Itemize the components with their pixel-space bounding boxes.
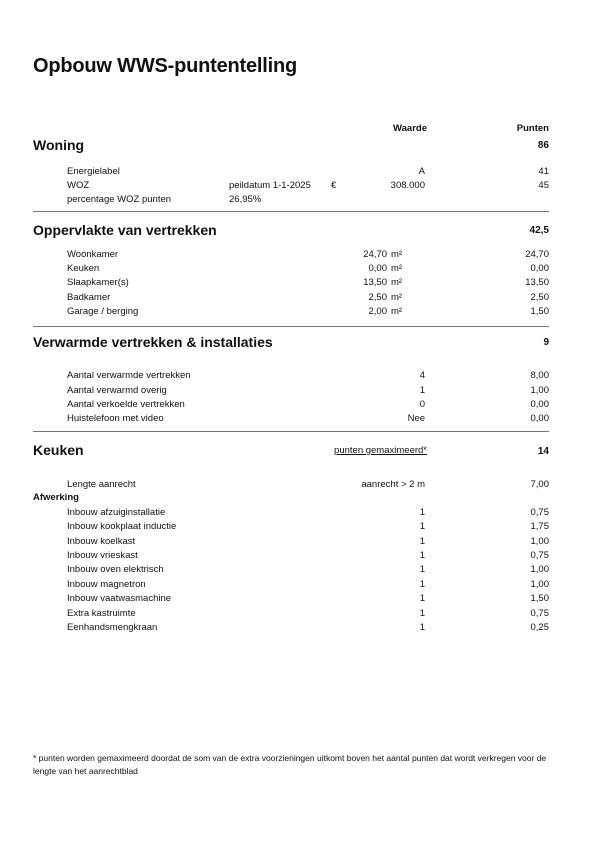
- row-label: Inbouw afzuiginstallatie: [67, 507, 166, 518]
- row-label: WOZ: [67, 180, 90, 191]
- row-unit: m²: [391, 263, 403, 274]
- row-unit: m²: [391, 249, 403, 260]
- row-label: Woonkamer: [67, 249, 119, 260]
- section-title-oppervlakte: Oppervlakte van vertrekken: [33, 222, 217, 238]
- row-value: 0,00: [368, 263, 387, 274]
- subheading-afwerking: Afwerking: [33, 492, 79, 503]
- row-label: Aantal verwarmd overig: [67, 385, 167, 396]
- row-value: 4: [419, 370, 425, 381]
- row-value: 1: [419, 536, 425, 547]
- row-points: 1,00: [530, 564, 549, 575]
- row-value: 1: [419, 521, 425, 532]
- row-value: 1: [419, 385, 425, 396]
- row-value: 2,50: [368, 292, 387, 303]
- row-value: Nee: [407, 413, 425, 424]
- row-value: 1: [419, 622, 425, 633]
- row-points: 2,50: [530, 292, 549, 303]
- row-value: aanrecht > 2 m: [361, 479, 425, 490]
- row-value: 1: [419, 564, 425, 575]
- row-points: 0,00: [530, 413, 549, 424]
- footnote: * punten worden gemaximeerd doordat de som van de extra voorzieningen uitkomt boven het aantal punten dat wordt verkregen voor de lengte van het aanrechtblad: [33, 753, 547, 776]
- row-value: 1: [419, 579, 425, 590]
- row-label: Inbouw vaatwasmachine: [67, 593, 172, 604]
- row-label: Inbouw oven elektrisch: [67, 564, 164, 575]
- woz-percentage: 26,95%: [229, 194, 262, 205]
- row-value: 1: [419, 608, 425, 619]
- row-value: 1: [419, 550, 425, 561]
- row-label: Inbouw vrieskast: [67, 550, 138, 561]
- row-unit: m²: [391, 277, 403, 288]
- row-label: Badkamer: [67, 292, 111, 303]
- row-points: 1,75: [530, 521, 549, 532]
- row-points: 13,50: [525, 277, 549, 288]
- row-unit: m²: [391, 306, 403, 317]
- section-points-woning: 86: [537, 140, 549, 151]
- section-divider: [33, 211, 549, 212]
- row-value: 13,50: [363, 277, 387, 288]
- row-points: 0,75: [530, 608, 549, 619]
- row-points: 1,00: [530, 536, 549, 547]
- row-value: 2,00: [368, 306, 387, 317]
- section-points-oppervlakte: 42,5: [529, 225, 549, 236]
- row-label: Aantal verkoelde vertrekken: [67, 399, 185, 410]
- page-title: Opbouw WWS-puntentelling: [33, 55, 298, 77]
- section-title-verwarmd: Verwarmde vertrekken & installaties: [33, 334, 273, 350]
- section-divider: [33, 326, 549, 327]
- woz-peildatum: peildatum 1-1-2025: [229, 180, 311, 191]
- row-unit: m²: [391, 292, 403, 303]
- section-title-woning: Woning: [33, 137, 85, 153]
- row-label: Huistelefoon met video: [67, 413, 164, 424]
- row-points: 1,50: [530, 593, 549, 604]
- column-header-waarde: Waarde: [393, 123, 427, 134]
- currency-symbol: €: [331, 180, 337, 191]
- row-points: 1,50: [530, 306, 549, 317]
- row-points: 0,00: [530, 263, 549, 274]
- row-label: Lengte aanrecht: [67, 479, 136, 490]
- row-value: 1: [419, 507, 425, 518]
- keuken-maximized-note: punten gemaximeerd*: [334, 445, 427, 456]
- row-value: 24,70: [363, 249, 387, 260]
- row-label: Inbouw magnetron: [67, 579, 146, 590]
- row-label: Aantal verwarmde vertrekken: [67, 370, 191, 381]
- row-value: 308.000: [390, 180, 425, 191]
- row-label: Garage / berging: [67, 306, 139, 317]
- section-title-keuken: Keuken: [33, 442, 84, 458]
- row-points: 0,00: [530, 399, 549, 410]
- row-points: 45: [538, 180, 549, 191]
- row-value: 1: [419, 593, 425, 604]
- row-label: Eenhandsmengkraan: [67, 622, 158, 633]
- section-points-keuken: 14: [537, 446, 549, 457]
- row-label: Inbouw kookplaat inductie: [67, 521, 177, 532]
- section-points-verwarmd: 9: [543, 337, 549, 348]
- row-value: A: [418, 166, 425, 177]
- row-label: Energielabel: [67, 166, 120, 177]
- row-points: 41: [538, 166, 549, 177]
- row-label: Extra kastruimte: [67, 608, 136, 619]
- row-points: 24,70: [525, 249, 549, 260]
- row-points: 0,75: [530, 507, 549, 518]
- section-divider: [33, 431, 549, 432]
- row-points: 7,00: [530, 479, 549, 490]
- row-points: 8,00: [530, 370, 549, 381]
- row-label: percentage WOZ punten: [67, 194, 172, 205]
- row-points: 0,75: [530, 550, 549, 561]
- row-value: 0: [419, 399, 425, 410]
- row-points: 0,25: [530, 622, 549, 633]
- row-points: 1,00: [530, 579, 549, 590]
- row-label: Keuken: [67, 263, 100, 274]
- column-header-punten: Punten: [516, 123, 549, 134]
- row-label: Slaapkamer(s): [67, 277, 129, 288]
- row-label: Inbouw koelkast: [67, 536, 136, 547]
- row-points: 1,00: [530, 385, 549, 396]
